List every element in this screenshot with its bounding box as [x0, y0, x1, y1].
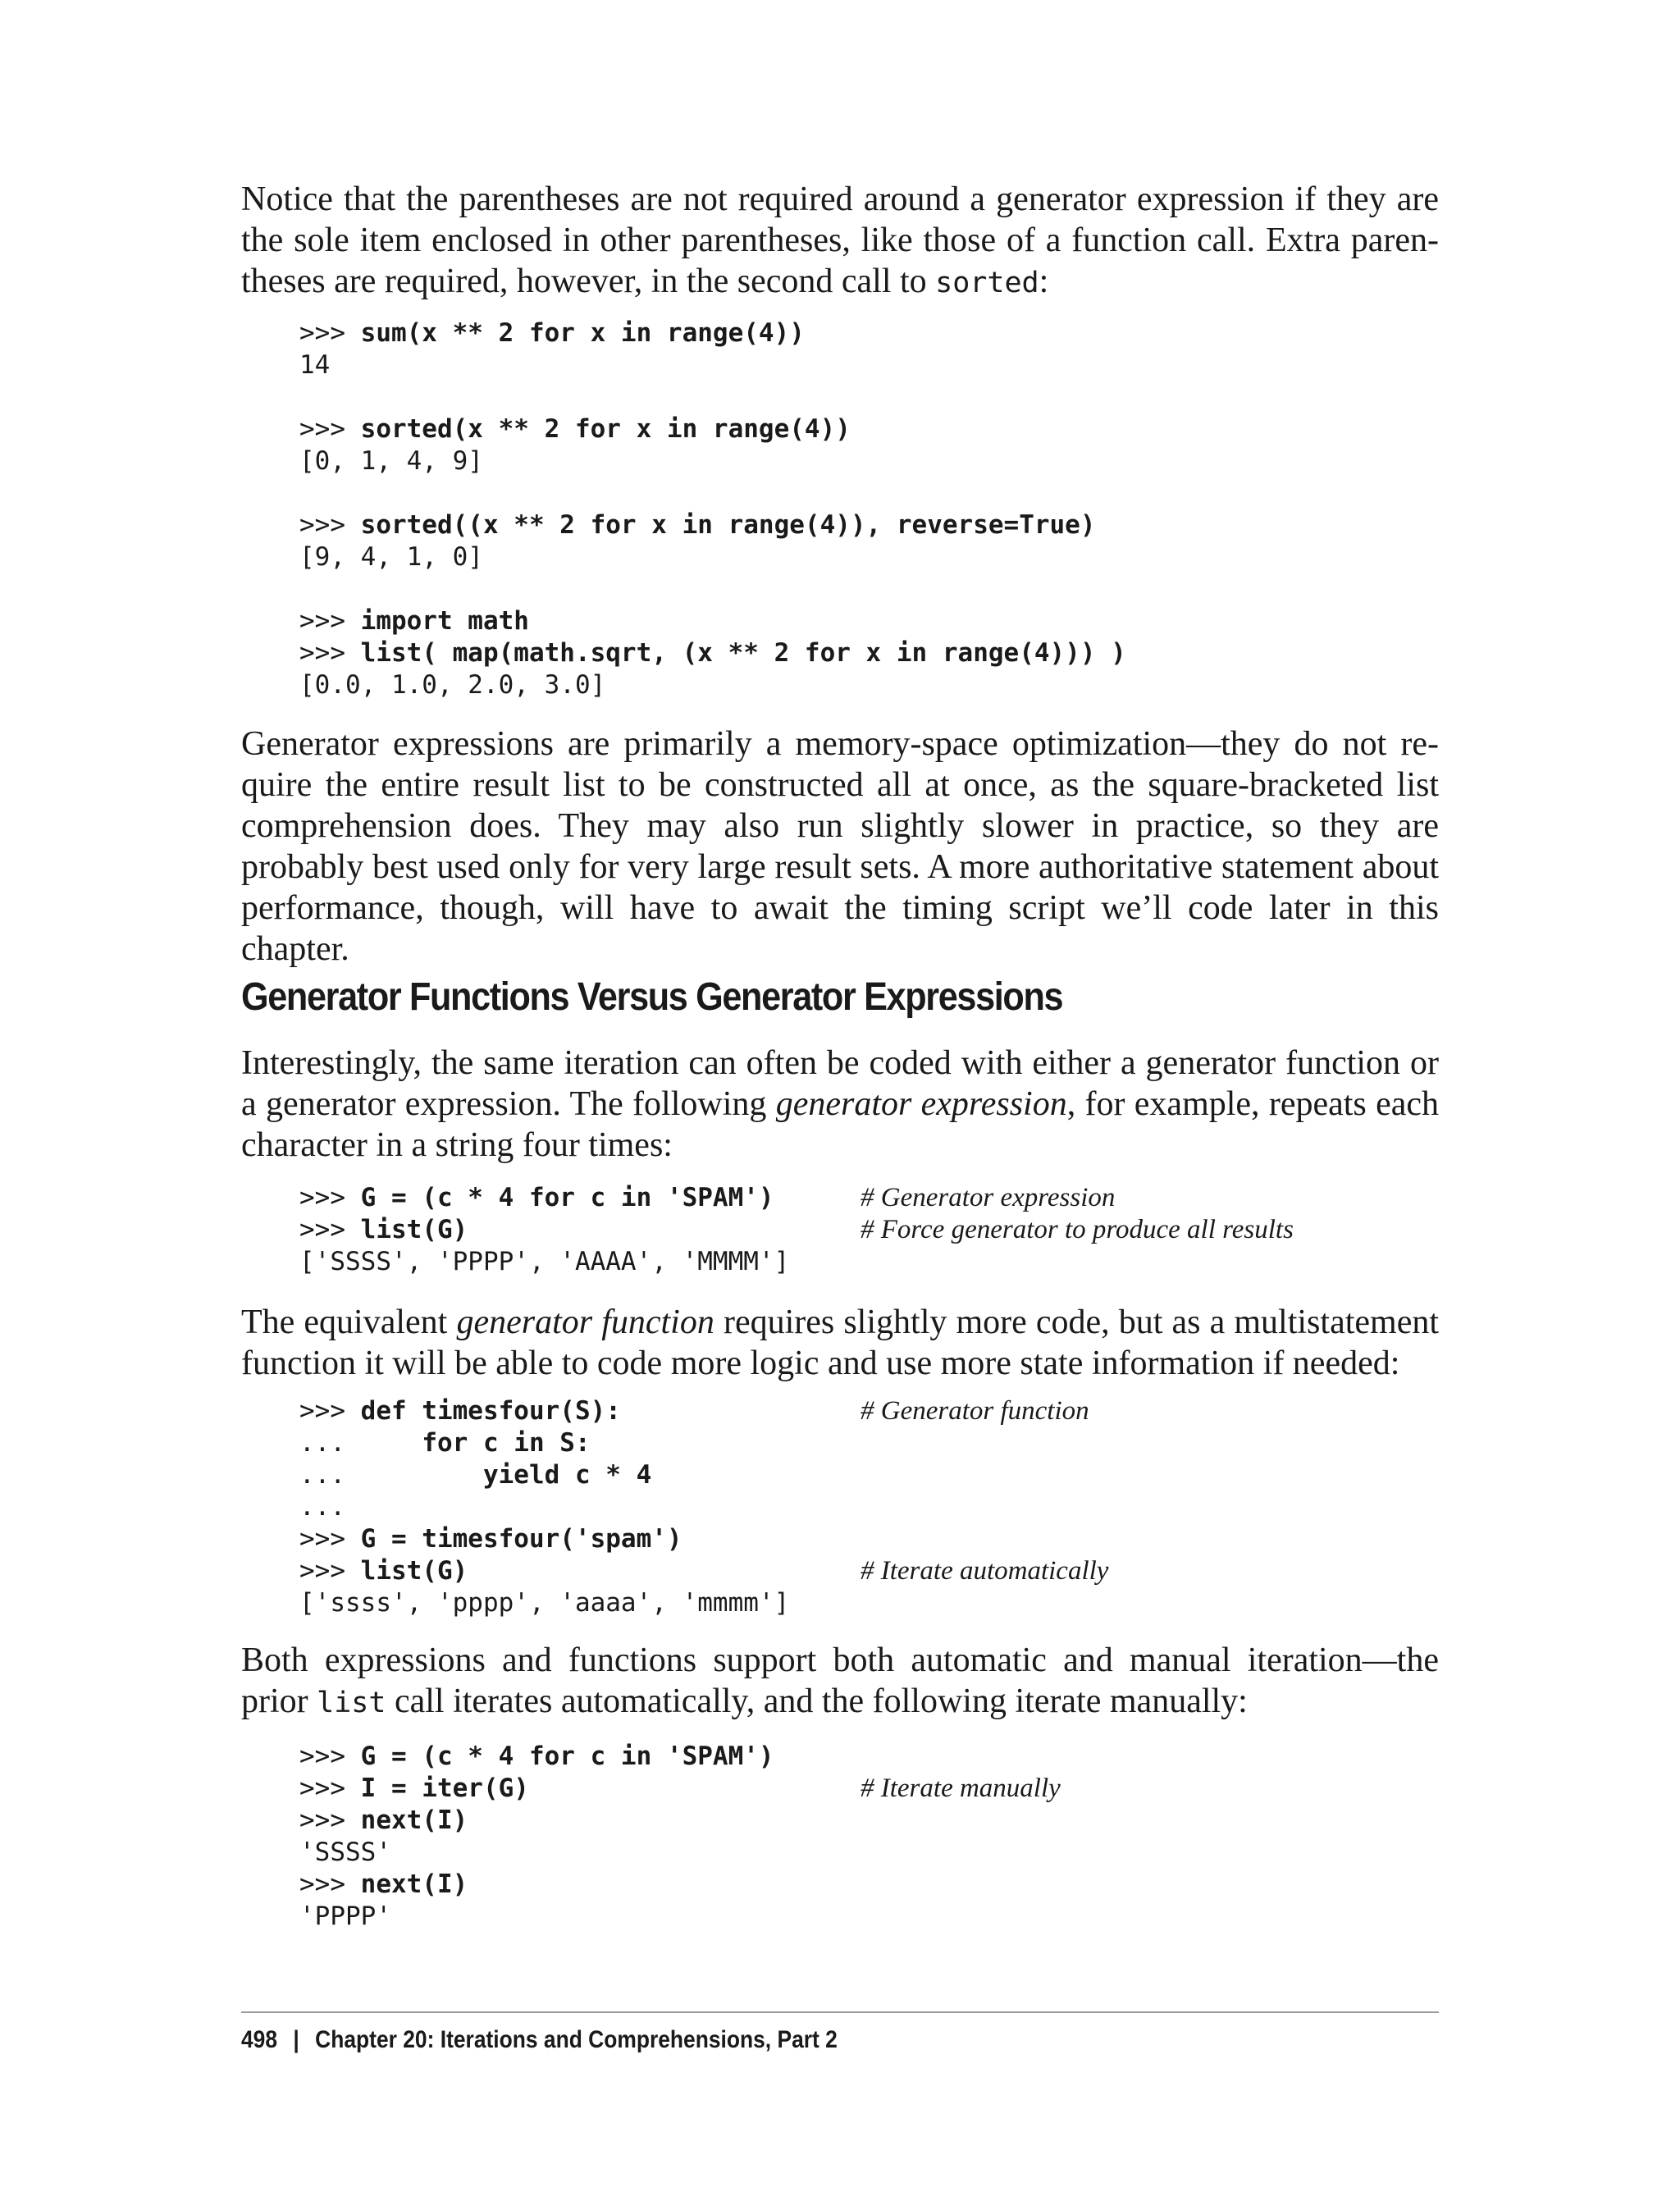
text-run: Both expressions and functions support both automatic and manual iteration—the prior: [241, 1641, 1439, 1720]
text-run: :: [1039, 262, 1049, 300]
code-prompt: >>>: [299, 1524, 361, 1554]
inline-code: list: [317, 1687, 386, 1719]
code-prompt: >>>: [299, 606, 361, 636]
code-command: next(I): [360, 1869, 468, 1899]
code-prompt: >>>: [299, 1806, 361, 1835]
code-prompt: >>>: [299, 414, 361, 444]
paragraph-interestingly: [241, 1043, 1439, 1166]
code-comment: # Iterate automatically: [861, 1556, 1109, 1586]
text-run: requires slightly more code, but as a multistatement function it will be able to code more logic and use more state information if needed:: [241, 1303, 1439, 1382]
code-command: list( map(math.sqrt, (x ** 2 for x in range(4))) ): [360, 638, 1126, 668]
emphasis-text: generator function: [456, 1303, 714, 1341]
code-output: 'PPPP': [299, 1901, 391, 1931]
code-prompt: >>>: [299, 1774, 361, 1803]
code-line: [299, 1395, 1448, 1427]
code-line: [299, 317, 1448, 349]
paragraph-text: [241, 179, 1439, 304]
code-block-manual-iteration: [299, 1741, 1448, 1933]
code-command: I = iter(G): [360, 1774, 529, 1803]
code-block-generator-expression: [299, 1182, 1448, 1278]
code-line: [299, 509, 1448, 541]
footer-separator: |: [293, 2026, 299, 2053]
code-prompt: ...: [299, 1492, 345, 1522]
paragraph-memory-optimization: [241, 724, 1439, 970]
text-run: call iterates automatically, and the following iterate manually:: [386, 1682, 1248, 1720]
paragraph-text: [241, 1640, 1439, 1723]
code-output: [9, 4, 1, 0]: [299, 542, 483, 572]
code-line: [299, 1587, 1448, 1619]
code-line: [299, 1741, 1448, 1773]
code-comment: # Generator expression: [861, 1183, 1116, 1212]
paragraph-text: [241, 1043, 1439, 1166]
code-output: 14: [299, 350, 331, 380]
paragraph-text: Generator expressions are primarily a memory-space optimization—they do not require the entire result list to be constructed all at once, as the square-bracketed list comprehension does. They may also run slightly slower in practice, so they are probably best used only for very large result sets. A more authoritative statement about performance, though, will have to await the timing script we’ll code later in this chapter.: [241, 725, 1439, 968]
emphasis-text: generator expression: [775, 1085, 1067, 1123]
inline-code: sorted: [935, 267, 1039, 299]
code-output: ['SSSS', 'PPPP', 'AAAA', 'MMMM']: [299, 1247, 790, 1276]
section-heading: Generator Functions Versus Generator Expressions: [241, 975, 1063, 1019]
page-number: 498: [241, 2026, 278, 2053]
code-block-sorted: [299, 317, 1448, 701]
text-run: , for example, repeats each character in a string four times:: [241, 1085, 1439, 1164]
paragraph-equivalent-function: [241, 1302, 1439, 1384]
code-command: import math: [360, 606, 529, 636]
code-line: [299, 1869, 1448, 1901]
code-command: list(G): [360, 1215, 468, 1244]
code-command: sum(x ** 2 for x in range(4)): [360, 318, 805, 348]
code-line: [299, 445, 1448, 477]
code-command: G = timesfour('spam'): [360, 1524, 682, 1554]
paragraph-text: [241, 1302, 1439, 1384]
code-line: [299, 413, 1448, 445]
paragraph-intro: [241, 179, 1439, 304]
code-line: [299, 1805, 1448, 1837]
code-line: [299, 669, 1448, 701]
code-prompt: >>>: [299, 1742, 361, 1771]
code-blank-line: [299, 573, 1448, 605]
code-blank-line: [299, 477, 1448, 509]
code-line: [299, 541, 1448, 573]
code-prompt: >>>: [299, 1183, 361, 1212]
code-prompt: >>>: [299, 1396, 361, 1426]
chapter-title: Chapter 20: Iterations and Comprehensions, Part 2: [315, 2026, 838, 2053]
text-run: The equivalent: [241, 1303, 457, 1341]
code-command: yield c * 4: [482, 1460, 652, 1490]
code-line: [299, 1459, 1448, 1491]
code-blank-line: [299, 381, 1448, 413]
code-output: 'SSSS': [299, 1838, 391, 1867]
code-line: [299, 1214, 1448, 1246]
text-run: Interestingly, the same iteration can often be coded with either a generator function or a generator expression. The following: [241, 1044, 1439, 1123]
code-line: [299, 1491, 1448, 1523]
code-prompt: >>>: [299, 1869, 361, 1899]
code-command: def timesfour(S):: [360, 1396, 621, 1426]
text-run: Notice that the parentheses are not required around a generator expression if they are the sole item enclosed in other parentheses, like those of a function call. Extra parentheses are required, however, in the second call to: [241, 180, 1439, 300]
code-line: [299, 1555, 1448, 1587]
code-line: [299, 1773, 1448, 1805]
code-line: [299, 637, 1448, 669]
paragraph-both-iteration: [241, 1640, 1439, 1723]
code-line: [299, 1427, 1448, 1459]
code-command: next(I): [360, 1806, 468, 1835]
code-command: list(G): [360, 1556, 468, 1586]
code-output: [0.0, 1.0, 2.0, 3.0]: [299, 670, 606, 700]
code-output: [0, 1, 4, 9]: [299, 446, 483, 476]
code-line: [299, 1182, 1448, 1214]
code-line: [299, 349, 1448, 381]
code-comment: # Generator function: [861, 1396, 1089, 1426]
code-prompt: >>>: [299, 638, 361, 668]
code-line: [299, 1837, 1448, 1869]
code-prompt: ...: [299, 1460, 483, 1490]
code-command: sorted((x ** 2 for x in range(4)), reverse=True): [360, 510, 1096, 540]
code-prompt: ...: [299, 1428, 422, 1458]
code-prompt: >>>: [299, 1215, 361, 1244]
code-prompt: >>>: [299, 318, 361, 348]
code-output: ['ssss', 'pppp', 'aaaa', 'mmmm']: [299, 1588, 790, 1618]
footer-divider: [241, 2011, 1439, 2013]
code-command: sorted(x ** 2 for x in range(4)): [360, 414, 851, 444]
code-prompt: >>>: [299, 1556, 361, 1586]
code-line: [299, 1246, 1448, 1278]
code-prompt: >>>: [299, 510, 361, 540]
page-footer: [241, 2026, 838, 2054]
code-comment: # Iterate manually: [861, 1774, 1061, 1803]
code-comment: # Force generator to produce all results: [861, 1215, 1294, 1244]
code-line: [299, 605, 1448, 637]
code-command: G = (c * 4 for c in 'SPAM'): [360, 1742, 774, 1771]
code-line: [299, 1523, 1448, 1555]
code-line: [299, 1901, 1448, 1933]
code-command: for c in S:: [422, 1428, 591, 1458]
code-command: G = (c * 4 for c in 'SPAM'): [360, 1183, 774, 1212]
code-block-generator-function: [299, 1395, 1448, 1619]
